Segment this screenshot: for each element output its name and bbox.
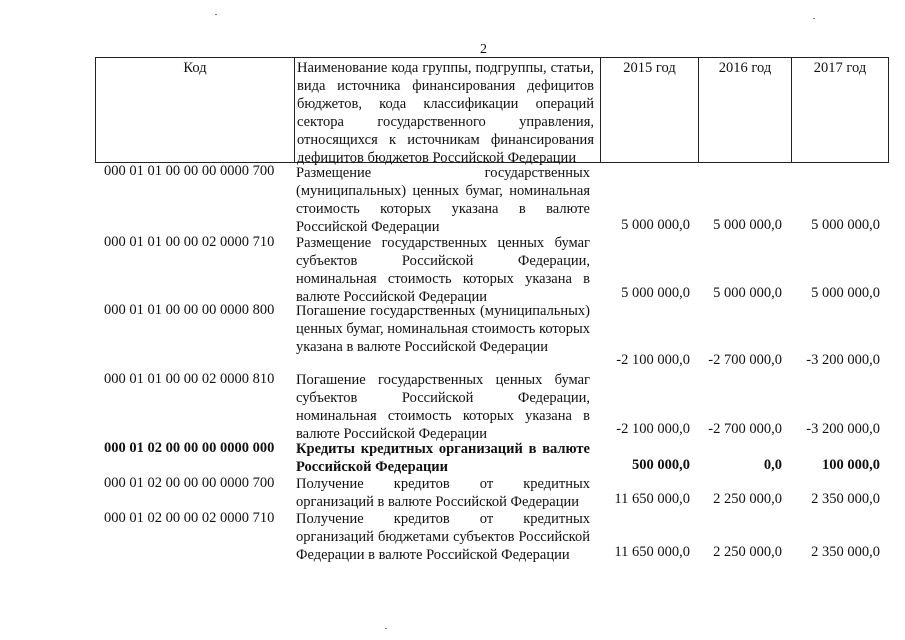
header-code-cell xyxy=(95,57,294,163)
row-value-2015: -2 100 000,0 xyxy=(616,421,690,437)
row-value-2017: -3 200 000,0 xyxy=(806,421,880,437)
row-value-2016: -2 700 000,0 xyxy=(708,352,782,368)
row-value-2015: 11 650 000,0 xyxy=(614,544,690,560)
row-value-2017: 5 000 000,0 xyxy=(811,285,880,301)
row-name: Размещение государственных ценных бумаг субъектов Российской Федерации, номинальная стоимость которых указана в валюте Российской Федерации xyxy=(296,235,590,305)
header-2016-label: 2016 год xyxy=(718,60,772,76)
row-name: Погашение государственных ценных бумаг субъектов Российской Федерации, номинальная стоимость которых указана в валюте Российской Федерации xyxy=(296,372,590,442)
row-name: Погашение государственных (муниципальных) ценных бумаг, номинальная стоимость которых указана в валюте Российской Федерации xyxy=(296,303,591,355)
header-2016-cell xyxy=(698,57,791,163)
header-name-label: Наименование кода группы, подгруппы, статьи, вида источника финансирования дефицитов бюджетов, кода классификации операций сектора государственного управления, относящихся к источникам финансирования дефицитов бюджетов Российской Федерации xyxy=(297,60,594,166)
row-name: Кредиты кредитных организаций в валюте Российской Федерации xyxy=(296,441,590,475)
header-2017-cell xyxy=(791,57,889,163)
row-value-2016: 0,0 xyxy=(763,457,782,473)
row-name: Размещение государственных (муниципальных) ценных бумаг, номинальная стоимость которых указана в валюте Российской Федерации xyxy=(296,165,590,235)
row-code: 000 01 01 00 00 00 0000 800 xyxy=(104,302,275,318)
row-value-2017: -3 200 000,0 xyxy=(806,352,880,368)
row-value-2016: 2 250 000,0 xyxy=(713,491,782,507)
header-code-label: Код xyxy=(183,60,207,76)
row-value-2016: 5 000 000,0 xyxy=(713,217,782,233)
row-code: 000 01 01 00 00 02 0000 710 xyxy=(104,234,275,250)
row-code: 000 01 02 00 00 00 0000 000 xyxy=(104,440,275,456)
row-name: Получение кредитов от кредитных организаций в валюте Российской Федерации xyxy=(296,476,590,510)
header-2015-cell xyxy=(601,57,698,163)
scan-speck xyxy=(385,628,387,629)
row-code: 000 01 01 00 00 02 0000 810 xyxy=(104,371,275,387)
row-code: 000 01 01 00 00 00 0000 700 xyxy=(104,163,275,179)
row-value-2017: 5 000 000,0 xyxy=(811,217,880,233)
row-value-2015: 500 000,0 xyxy=(632,457,690,473)
row-value-2015: 5 000 000,0 xyxy=(621,217,690,233)
scan-speck xyxy=(813,18,815,19)
row-name: Получение кредитов от кредитных организаций бюджетами субъектов Российской Федерации в валюте Российской Федерации xyxy=(296,511,590,563)
row-value-2017: 2 350 000,0 xyxy=(811,491,880,507)
row-value-2016: 5 000 000,0 xyxy=(713,285,782,301)
scan-speck xyxy=(215,14,217,15)
row-value-2015: 5 000 000,0 xyxy=(621,285,690,301)
row-value-2017: 2 350 000,0 xyxy=(811,544,880,560)
row-value-2015: -2 100 000,0 xyxy=(616,352,690,368)
header-name-cell xyxy=(294,57,601,166)
row-value-2016: -2 700 000,0 xyxy=(708,421,782,437)
page-number: 2 xyxy=(480,42,487,57)
row-code: 000 01 02 00 00 02 0000 710 xyxy=(104,510,275,526)
row-code: 000 01 02 00 00 00 0000 700 xyxy=(104,475,275,491)
row-value-2017: 100 000,0 xyxy=(822,457,880,473)
row-value-2015: 11 650 000,0 xyxy=(614,491,690,507)
row-value-2016: 2 250 000,0 xyxy=(713,544,782,560)
header-2017-label: 2017 год xyxy=(813,60,867,76)
header-2015-label: 2015 год xyxy=(623,60,676,76)
